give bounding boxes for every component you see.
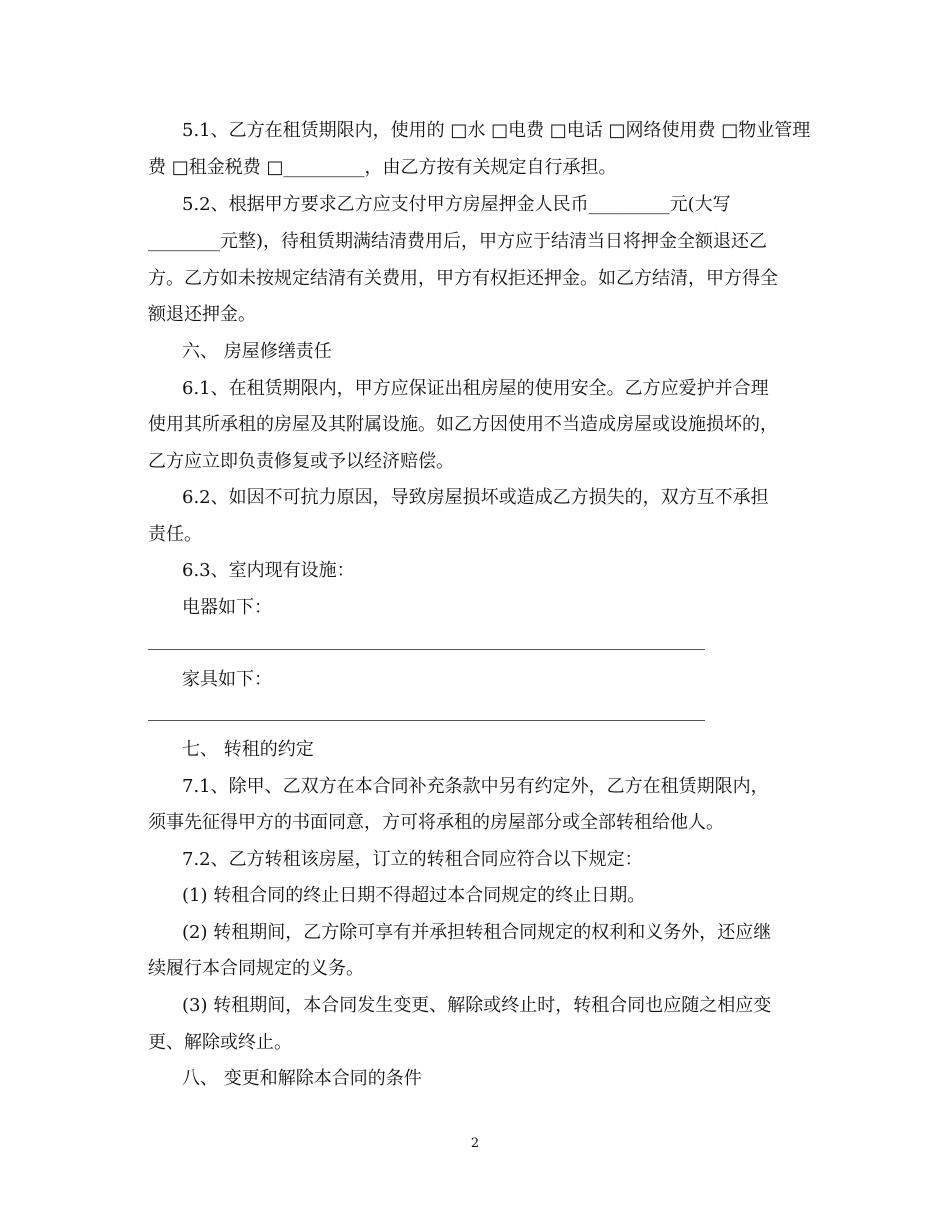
subclause-2-line-2: 续履行本合同规定的义务。 [148, 958, 364, 979]
clause-6-3-line: 6.3、室内现有设施： [182, 560, 355, 581]
clause-7-1-line-1: 7.1、除甲、乙双方在本合同补充条款中另有约定外，乙方在租赁期限内， [182, 776, 769, 797]
appliances-blank-rule [148, 649, 705, 650]
clause-7-2-line: 7.2、乙方转租该房屋，订立的转租合同应符合以下规定： [182, 849, 643, 870]
clause-5-2-line-4: 额退还押金。 [148, 304, 256, 325]
page-number: 2 [470, 1136, 480, 1151]
clause-6-1-line-2: 使用其所承租的房屋及其附属设施。如乙方因使用不当造成房屋或设施损坏的， [148, 414, 778, 435]
clause-6-2-line-2: 责任。 [148, 524, 202, 545]
section-7-heading: 七、 转租的约定 [182, 739, 314, 760]
clause-5-1-line-2: 费 □租金税费 □_________，由乙方按有关规定自行承担。 [148, 157, 617, 178]
clause-6-2-line-1: 6.2、如因不可抗力原因，导致房屋损坏或造成乙方损失的，双方互不承担 [182, 487, 769, 508]
clause-5-2-line-3: 方。乙方如未按规定结清有关费用，甲方有权拒还押金。如乙方结清，甲方得全 [148, 268, 778, 289]
subclause-2-line-1: (2) 转租期间，乙方除可享有并承担转租合同规定的权利和义务外，还应继 [182, 922, 772, 943]
clause-6-1-line-1: 6.1、在租赁期限内，甲方应保证出租房屋的使用安全。乙方应爱护并合理 [182, 378, 769, 399]
clause-7-1-line-2: 须事先征得甲方的书面同意，方可将承租的房屋部分或全部转租给他人。 [148, 812, 724, 833]
section-6-heading: 六、 房屋修缮责任 [182, 341, 332, 362]
appliances-label: 电器如下： [182, 597, 272, 618]
subclause-3-line-2: 更、解除或终止。 [148, 1032, 292, 1053]
clause-6-1-line-3: 乙方应立即负责修复或予以经济赔偿。 [148, 451, 454, 472]
subclause-3-line-1: (3) 转租期间，本合同发生变更、解除或终止时，转租合同也应随之相应变 [182, 995, 772, 1016]
furniture-label: 家具如下： [182, 669, 272, 690]
furniture-blank-rule [148, 720, 705, 721]
clause-5-1-line-1: 5.1、乙方在租赁期限内，使用的 □水 □电费 □电话 □网络使用费 □物业管理 [182, 120, 811, 141]
section-8-heading: 八、 变更和解除本合同的条件 [182, 1068, 422, 1089]
clause-5-2-line-2: ________元整)，待租赁期满结清费用后，甲方应于结清当日将押金全额退还乙 [148, 231, 768, 252]
clause-5-2-line-1: 5.2、根据甲方要求乙方应支付甲方房屋押金人民币_________元(大写 [182, 194, 731, 215]
subclause-1-line: (1) 转租合同的终止日期不得超过本合同规定的终止日期。 [182, 885, 646, 906]
